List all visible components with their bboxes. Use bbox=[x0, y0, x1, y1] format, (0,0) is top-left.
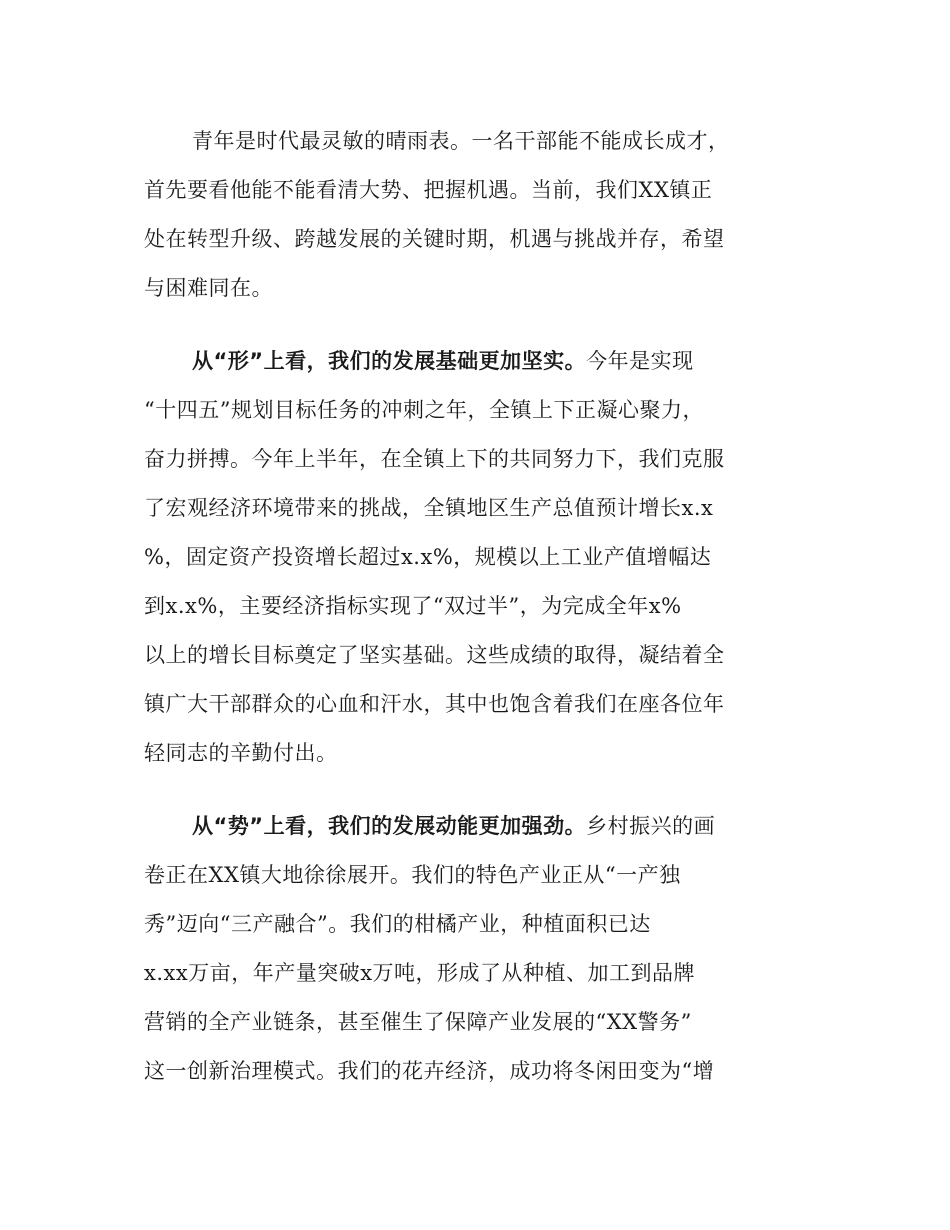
paragraph-lead-heading: 从“形”上看，我们的发展基础更加坚实。 bbox=[192, 349, 587, 373]
paragraph-line: “十四五”规划目标任务的冲刺之年，全镇上下正凝心聚力， bbox=[144, 398, 704, 422]
paragraph-line: 首先要看他能不能看清大势、把握机遇。当前，我们XX镇正 bbox=[144, 178, 713, 202]
paragraph-2 bbox=[144, 337, 812, 778]
paragraph-first-line bbox=[144, 337, 812, 386]
paragraph-line: 轻同志的辛勤付出。 bbox=[144, 741, 338, 765]
paragraph-line: 与困难同在。 bbox=[144, 276, 273, 300]
paragraph-first-line bbox=[144, 802, 812, 851]
paragraph-line: 到x.x%，主要经济指标实现了“双过半”，为完成全年x% bbox=[144, 594, 682, 618]
paragraph-first-line-rest: 今年是实现 bbox=[586, 349, 694, 373]
paragraph-line: 处在转型升级、跨越发展的关键时期，机遇与挑战并存，希望 bbox=[144, 227, 725, 251]
paragraph-line: 营销的全产业链条，甚至催生了保障产业发展的“XX警务” bbox=[144, 1010, 692, 1034]
paragraph-line: x.xx万亩，年产量突破x万吨，形成了从种植、加工到品牌 bbox=[144, 961, 696, 985]
paragraph-line: 镇广大干部群众的心血和汗水，其中也饱含着我们在座各位年 bbox=[144, 692, 725, 716]
paragraph-line: %，固定资产投资增长超过x.x%，规模以上工业产值增幅达 bbox=[144, 545, 712, 569]
paragraph-3 bbox=[144, 802, 812, 1096]
paragraph-line: 青年是时代最灵敏的晴雨表。一名干部能不能成长成才， bbox=[192, 129, 730, 153]
paragraph-line: 卷正在XX镇大地徐徐展开。我们的特色产业正从“一产独 bbox=[144, 863, 681, 887]
paragraph-line: 了宏观经济环境带来的挑战，全镇地区生产总值预计增长x.x bbox=[144, 496, 714, 520]
document-body bbox=[144, 117, 812, 1120]
paragraph-lead-heading: 从“势”上看，我们的发展动能更加强劲。 bbox=[192, 814, 587, 838]
paragraph-first-line-rest: 乡村振兴的画 bbox=[586, 814, 716, 838]
paragraph-1 bbox=[144, 117, 812, 313]
paragraph-line: 秀”迈向“三产融合”。我们的柑橘产业，种植面积已达 bbox=[144, 912, 651, 936]
paragraph-line: 以上的增长目标奠定了坚实基础。这些成绩的取得，凝结着全 bbox=[144, 643, 725, 667]
paragraph-line: 这一创新治理模式。我们的花卉经济，成功将冬闲田变为“增 bbox=[144, 1059, 715, 1083]
paragraph-line: 奋力拼搏。今年上半年，在全镇上下的共同努力下，我们克服 bbox=[144, 447, 725, 471]
